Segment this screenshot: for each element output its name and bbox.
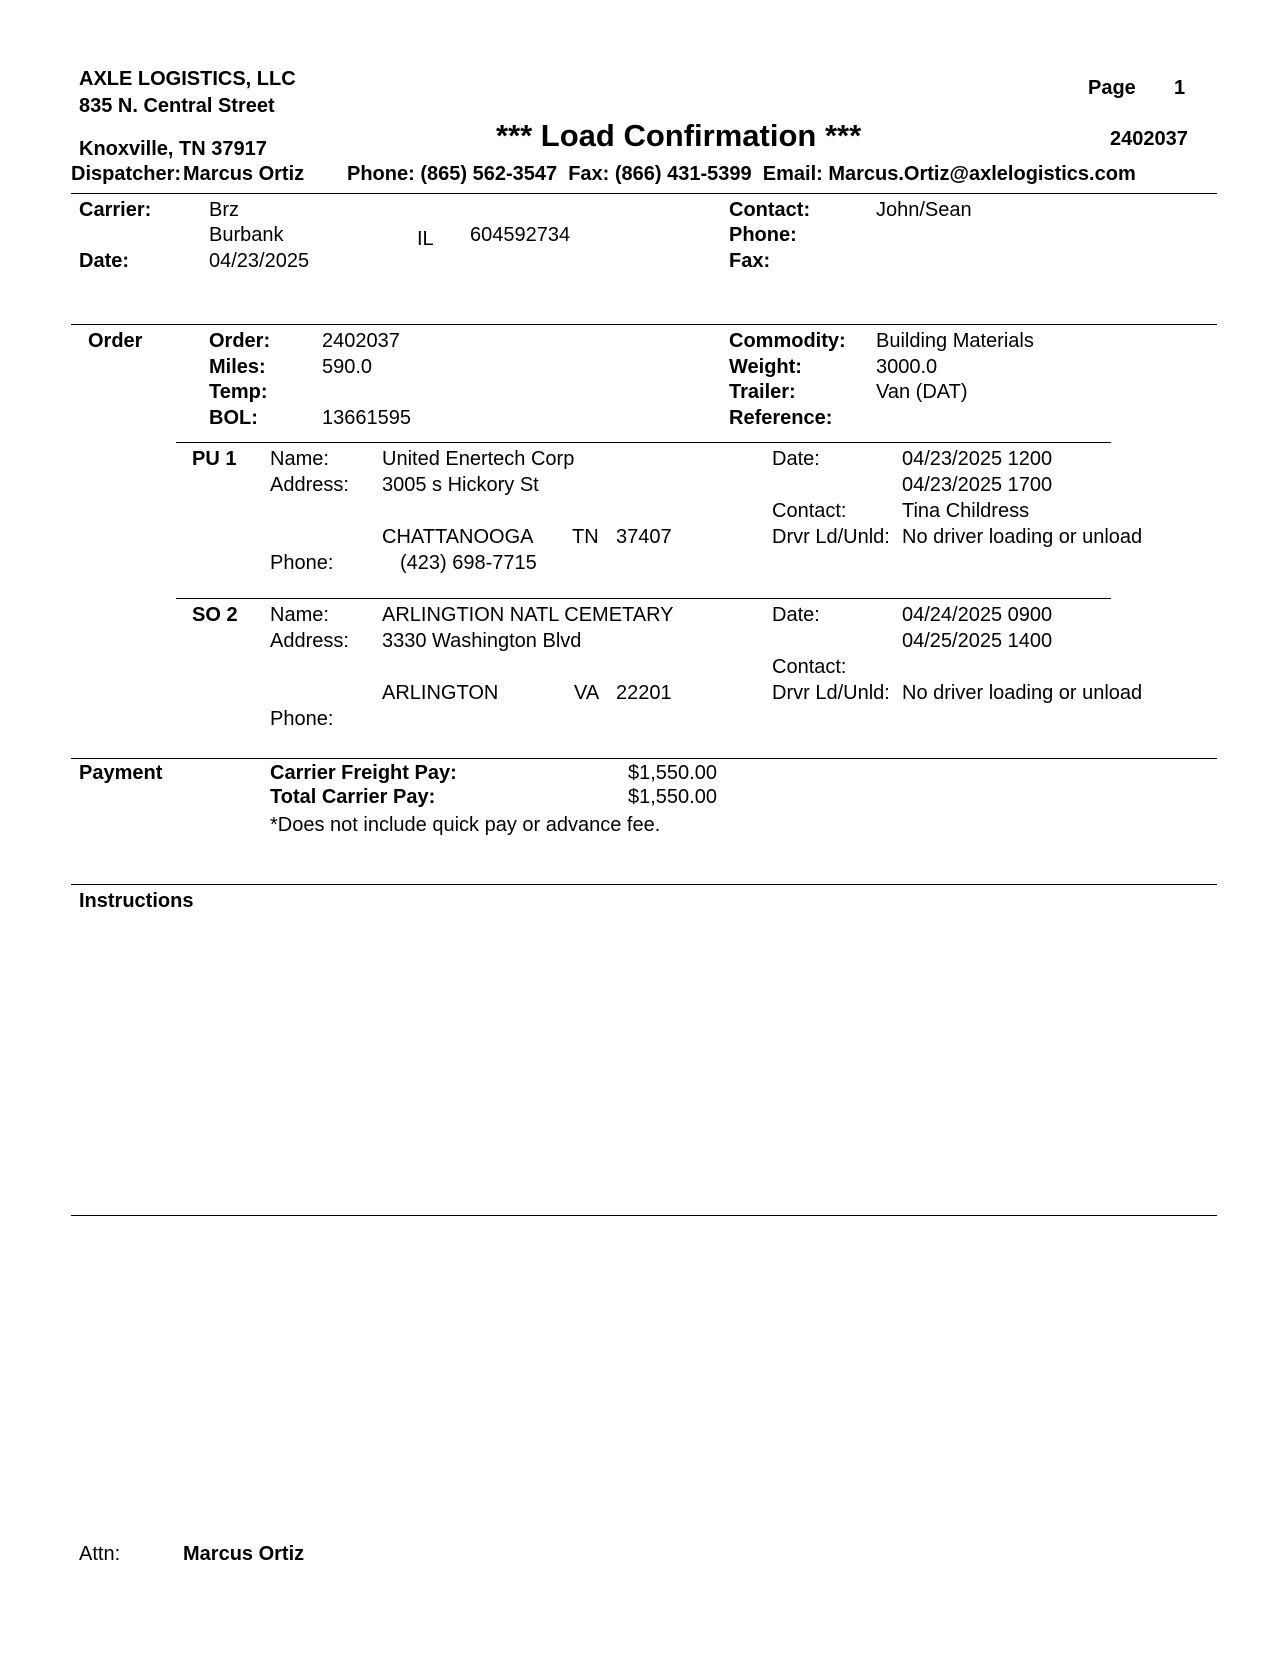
stop-phone: (423) 698-7715 — [400, 552, 537, 574]
stop-address-label: Address: — [270, 474, 349, 496]
stop-driver: No driver loading or unload — [902, 682, 1143, 704]
carrier-zip: 604592734 — [470, 224, 571, 246]
stop-phone-label: Phone: — [270, 708, 334, 730]
divider — [71, 324, 1217, 325]
stop-zip: 37407 — [616, 526, 672, 548]
stop-contact-label: Contact: — [772, 656, 847, 678]
carrier-fax-label: Fax: — [729, 250, 771, 272]
stop-name: ARLINGTION NATL CEMETARY — [382, 604, 674, 626]
divider — [71, 758, 1217, 759]
dispatcher-label: Dispatcher: — [71, 163, 182, 185]
commodity-label: Commodity: — [729, 330, 846, 352]
payment-note: *Does not include quick pay or advance fee. — [270, 814, 661, 836]
stop-driver-label: Drvr Ld/Unld: — [772, 682, 890, 704]
total-pay-value: $1,550.00 — [628, 786, 717, 808]
carrier-label: Carrier: — [79, 199, 152, 221]
miles-value: 590.0 — [322, 356, 373, 378]
freight-pay-label: Carrier Freight Pay: — [270, 762, 457, 784]
stop-id: PU 1 — [192, 448, 237, 470]
stop-address-label: Address: — [270, 630, 349, 652]
company-city: Knoxville, TN 37917 — [79, 138, 267, 160]
miles-label: Miles: — [209, 356, 266, 378]
company-street: 835 N. Central Street — [79, 95, 275, 117]
carrier-name: Brz — [209, 199, 239, 221]
stop-driver: No driver loading or unload — [902, 526, 1143, 548]
carrier-date-label: Date: — [79, 250, 130, 272]
stop-name-label: Name: — [270, 448, 329, 470]
total-pay-label: Total Carrier Pay: — [270, 786, 436, 808]
stop-date-start: 04/24/2025 0900 — [902, 604, 1053, 626]
stop-address: 3330 Washington Blvd — [382, 630, 582, 652]
stop-name: United Enertech Corp — [382, 448, 575, 470]
stop-id: SO 2 — [192, 604, 238, 626]
load-number: 2402037 — [1110, 128, 1188, 150]
stop-zip: 22201 — [616, 682, 672, 704]
divider — [71, 193, 1217, 194]
stop-date-end: 04/25/2025 1400 — [902, 630, 1053, 652]
order-number: 2402037 — [322, 330, 400, 352]
trailer-label: Trailer: — [729, 381, 796, 403]
weight-value: 3000.0 — [876, 356, 938, 378]
stop-phone-label: Phone: — [270, 552, 334, 574]
dispatcher-contact-line: Phone: (865) 562-3547 Fax: (866) 431-5399 Email: Marcus.Ortiz@axlelogistics.com — [347, 163, 1136, 185]
page-title: *** Load Confirmation *** — [496, 118, 862, 153]
stop-state: VA — [574, 682, 600, 704]
commodity-value: Building Materials — [876, 330, 1034, 352]
stop-state: TN — [572, 526, 599, 548]
divider — [176, 598, 1111, 599]
weight-label: Weight: — [729, 356, 802, 378]
stop-date-label: Date: — [772, 448, 820, 470]
stop-date-label: Date: — [772, 604, 820, 626]
dispatcher-name: Marcus Ortiz — [183, 163, 305, 185]
stop-date-end: 04/23/2025 1700 — [902, 474, 1053, 496]
stop-city: ARLINGTON — [382, 682, 499, 704]
carrier-contact: John/Sean — [876, 199, 972, 221]
bol-label: BOL: — [209, 407, 258, 429]
stop-address: 3005 s Hickory St — [382, 474, 539, 496]
company-name: AXLE LOGISTICS, LLC — [79, 68, 296, 90]
carrier-state: IL — [417, 228, 434, 250]
stop-driver-label: Drvr Ld/Unld: — [772, 526, 890, 548]
order-section-label: Order — [88, 330, 143, 352]
attn-label: Attn: — [79, 1543, 121, 1565]
carrier-city: Burbank — [209, 224, 284, 246]
divider — [176, 442, 1111, 443]
page-label: Page — [1088, 77, 1136, 99]
trailer-value: Van (DAT) — [876, 381, 968, 403]
carrier-date: 04/23/2025 — [209, 250, 310, 272]
stop-date-start: 04/23/2025 1200 — [902, 448, 1053, 470]
instructions-section-label: Instructions — [79, 890, 194, 912]
bol-value: 13661595 — [322, 407, 411, 429]
carrier-phone-label: Phone: — [729, 224, 797, 246]
divider — [71, 1215, 1217, 1216]
attn-name: Marcus Ortiz — [183, 1543, 305, 1565]
stop-contact: Tina Childress — [902, 500, 1030, 522]
order-label: Order: — [209, 330, 271, 352]
payment-section-label: Payment — [79, 762, 163, 784]
stop-contact-label: Contact: — [772, 500, 847, 522]
reference-label: Reference: — [729, 407, 833, 429]
stop-name-label: Name: — [270, 604, 329, 626]
carrier-contact-label: Contact: — [729, 199, 811, 221]
freight-pay-value: $1,550.00 — [628, 762, 717, 784]
page-number: 1 — [1174, 77, 1186, 99]
divider — [71, 884, 1217, 885]
temp-label: Temp: — [209, 381, 268, 403]
stop-city: CHATTANOOGA — [382, 526, 534, 548]
